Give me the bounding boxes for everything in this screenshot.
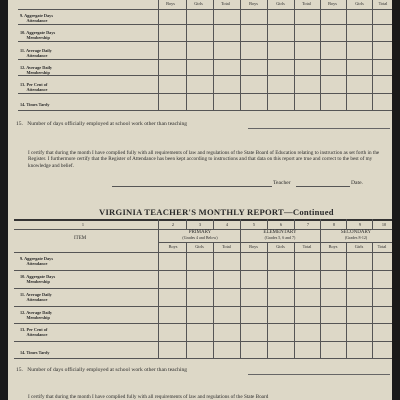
row-label: 11. Average Daily Attendance xyxy=(20,48,52,58)
table-rule xyxy=(14,252,392,253)
row-label: 14. Times Tardy xyxy=(20,102,50,107)
table-rule xyxy=(346,0,347,110)
col-number: 4 xyxy=(225,222,229,227)
date-line[interactable] xyxy=(296,186,350,187)
table-rule xyxy=(14,341,392,342)
table-rule xyxy=(14,306,392,307)
item-15-top: 15. Number of days officially employed at school work other than teaching xyxy=(16,121,188,127)
col-header: Girls xyxy=(355,1,364,6)
table-rule xyxy=(372,242,373,358)
row-label: 12. Average Daily Membership xyxy=(20,310,53,320)
table-rule xyxy=(14,270,392,271)
col-number: 9 xyxy=(358,222,362,227)
table-rule xyxy=(320,0,321,110)
certification-text-cut: I certify that during the month I have complied fully with all requirements of law and regulations of the State Board xyxy=(28,394,269,400)
date-label: Date. xyxy=(351,180,363,186)
table-rule xyxy=(18,93,392,94)
row-label: 14. Times Tardy xyxy=(20,350,50,355)
row-label: 9. Aggregate Days Attendance xyxy=(20,13,53,23)
teacher-signature-line[interactable] xyxy=(112,186,272,187)
table-rule xyxy=(18,59,392,60)
col-number: 10 xyxy=(381,222,387,227)
table-rule xyxy=(158,242,392,243)
row-label: 9. Aggregate Days Attendance xyxy=(20,256,53,266)
col-header: Total xyxy=(302,1,311,6)
table-top-rule xyxy=(14,219,392,221)
table-rule xyxy=(346,219,347,230)
col-number: 1 xyxy=(81,222,85,227)
table-rule xyxy=(158,0,159,110)
col-header: Total xyxy=(221,1,230,6)
table-rule xyxy=(372,219,373,230)
certification-text: I certify that during the month I have complied fully with all requirements of law and regulations of the State Board of Education relating to instruction as set forth in the Register. I furthermore certify that the Register of Attendance has been kept according to instructions and that data on this report are true and correct to the best of my knowledge and belief. xyxy=(28,150,380,169)
report-page xyxy=(8,0,392,400)
category-primary: PRIMARY (Grades 4 and Below) xyxy=(182,230,218,241)
report-title: VIRGINIA TEACHER'S MONTHLY REPORT—Continued xyxy=(99,207,334,217)
table-rule xyxy=(294,219,295,230)
table-rule xyxy=(240,219,241,358)
table-rule xyxy=(213,219,214,230)
table-rule xyxy=(346,242,347,358)
col-header: Total xyxy=(378,1,388,6)
row-label: 12. Average Daily Membership xyxy=(20,65,53,75)
col-number: 6 xyxy=(279,222,283,227)
table-rule xyxy=(320,219,321,358)
col-number: 2 xyxy=(171,222,175,227)
col-number: 3 xyxy=(198,222,202,227)
item-column-label: ITEM xyxy=(74,236,87,241)
table-rule xyxy=(240,0,241,110)
row-label: 10. Aggregate Days Membership xyxy=(20,274,56,284)
table-rule xyxy=(18,24,392,25)
table-rule xyxy=(372,0,373,110)
table-rule xyxy=(213,0,214,110)
table-rule xyxy=(294,0,295,110)
table-rule xyxy=(294,242,295,358)
col-header: Boys xyxy=(166,1,175,6)
category-elementary: ELEMENTARY (Grades 5, 6 and 7) xyxy=(263,230,297,241)
table-rule xyxy=(213,242,214,358)
col-header: Girls xyxy=(194,1,203,6)
col-number: 7 xyxy=(306,222,310,227)
table-rule xyxy=(18,110,392,111)
table-rule xyxy=(186,219,187,230)
table-rule xyxy=(14,288,392,289)
table-rule xyxy=(158,219,159,358)
table-rule xyxy=(18,41,392,42)
row-label: 11. Average Daily Attendance xyxy=(20,292,52,302)
table-rule xyxy=(267,219,268,230)
category-secondary: SECONDARY (Grades 8-12) xyxy=(340,230,372,241)
col-number: 5 xyxy=(252,222,256,227)
item-15-top-line[interactable] xyxy=(248,128,390,129)
row-label: 13. Per Cent of Attendance xyxy=(20,82,48,92)
col-header: Girls xyxy=(195,244,204,249)
col-header: Boys xyxy=(168,244,178,249)
table-rule xyxy=(14,323,392,324)
table-rule xyxy=(186,0,187,110)
col-header: Total xyxy=(377,244,387,249)
col-header: Boys xyxy=(328,244,338,249)
col-header: Girls xyxy=(354,244,364,249)
row-label: 13. Per Cent of Attendance xyxy=(20,327,48,337)
col-header: Girls xyxy=(276,244,285,249)
table-rule xyxy=(267,0,268,110)
col-header: Girls xyxy=(276,1,285,6)
col-header: Boys xyxy=(328,1,337,6)
item-15-bottom-line[interactable] xyxy=(248,374,390,375)
table-rule xyxy=(186,242,187,358)
teacher-label: Teacher xyxy=(273,180,291,186)
table-rule xyxy=(267,242,268,358)
col-header: Boys xyxy=(249,1,258,6)
table-rule xyxy=(14,358,392,359)
table-rule xyxy=(18,75,392,76)
col-header: Boys xyxy=(249,244,258,249)
item-15-bottom: 15. Number of days officially employed at school work other than teaching xyxy=(16,367,188,373)
col-header: Total xyxy=(302,244,312,249)
col-header: Total xyxy=(222,244,231,249)
row-label: 10. Aggregate Days Membership xyxy=(20,30,56,40)
col-number: 8 xyxy=(332,222,336,227)
table-rule xyxy=(18,9,392,10)
